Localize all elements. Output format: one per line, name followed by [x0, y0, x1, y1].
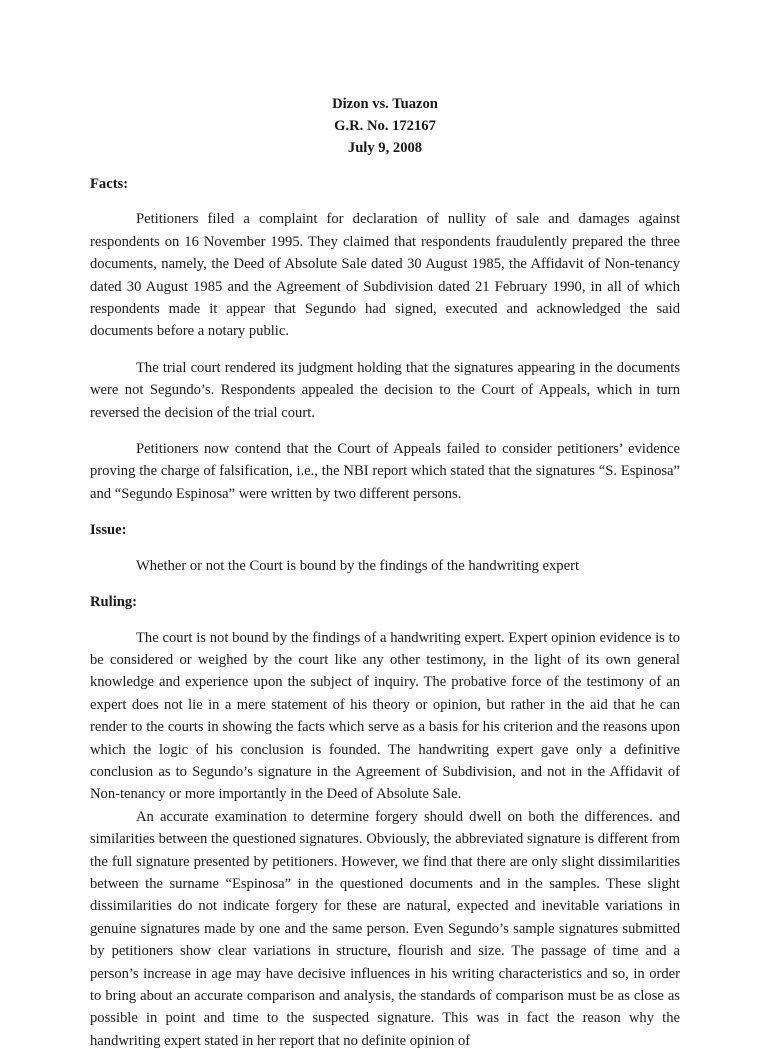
- ruling-paragraph-2: An accurate examination to determine forgery should dwell on both the differences. and similarities between the questioned signatures. Obviously, the abbreviated signature is different from the full signature presented by petitioners. However, we find that there are only slight dissimilarities between the surname “Espinosa” in the questioned documents and in the samples. These slight dissimilarities do not indicate forgery for these are natural, expected and inevitable variations in genuine signatures made by one and the same person. Even Segundo’s sample signatures submitted by petitioners show clear variations in structure, flourish and size. The passage of time and a person’s increase in age may have decisive influences in his writing characteristics and so, in order to bring about an accurate comparison and analysis, the standards of comparison must be as close as possible in point and time to the suspected signature. This was in fact the reason why the handwriting expert stated in her report that no definite opinion of: [90, 808, 680, 1049]
- case-title: Dizon vs. Tuazon: [332, 96, 438, 112]
- facts-paragraph-3: Petitioners now contend that the Court of Appeals failed to consider petitioners’ evidence proving the charge of falsification, i.e., the NBI report which stated that the signatures “S. Espinosa” and “Segundo Espinosa” were written by two different persons.: [90, 441, 680, 502]
- ruling-paragraph-1: The court is not bound by the findings of a handwriting expert. Expert opinion evidence is to be considered or weighed by the court like any other testimony, in the light of its own general knowledge and experience upon the subject of inquiry. The probative force of the testimony of an expert does not lie in a mere statement of his theory or opinion, but rather in the aid that he can render to the courts in showing the facts which serve as a basis for his criterion and the reasons upon which the logic of his conclusion is founded. The handwriting expert gave only a definitive conclusion as to Segundo’s signature in the Agreement of Subdivision, and not in the Affidavit of Non-tenancy or more importantly in the Deed of Absolute Sale.: [90, 629, 680, 803]
- case-date: July 9, 2008: [347, 140, 423, 156]
- issue-heading: Issue:: [90, 522, 127, 539]
- case-number: G.R. No. 172167: [334, 118, 436, 134]
- ruling-heading: Ruling:: [90, 594, 138, 611]
- facts-paragraph-1: Petitioners filed a complaint for declaration of nullity of sale and damages against respondents on 16 November 1995. They claimed that respondents fraudulently prepared the three documents, namely, the Deed of Absolute Sale dated 30 August 1985, the Affidavit of Non-tenancy dated 30 August 1985 and the Agreement of Subdivision dated 21 February 1990, in all of which respondents made it appear that Segundo had signed, executed and acknowledged the said documents before a notary public.: [90, 211, 680, 340]
- case-title-block: [90, 93, 680, 159]
- issue-paragraph-1: Whether or not the Court is bound by the findings of the handwriting expert: [136, 557, 579, 574]
- facts-paragraph-2: The trial court rendered its judgment holding that the signatures appearing in the documents were not Segundo’s. Respondents appealed the decision to the Court of Appeals, which in turn reversed the decision of the trial court.: [90, 359, 680, 421]
- facts-heading: Facts:: [90, 176, 129, 192]
